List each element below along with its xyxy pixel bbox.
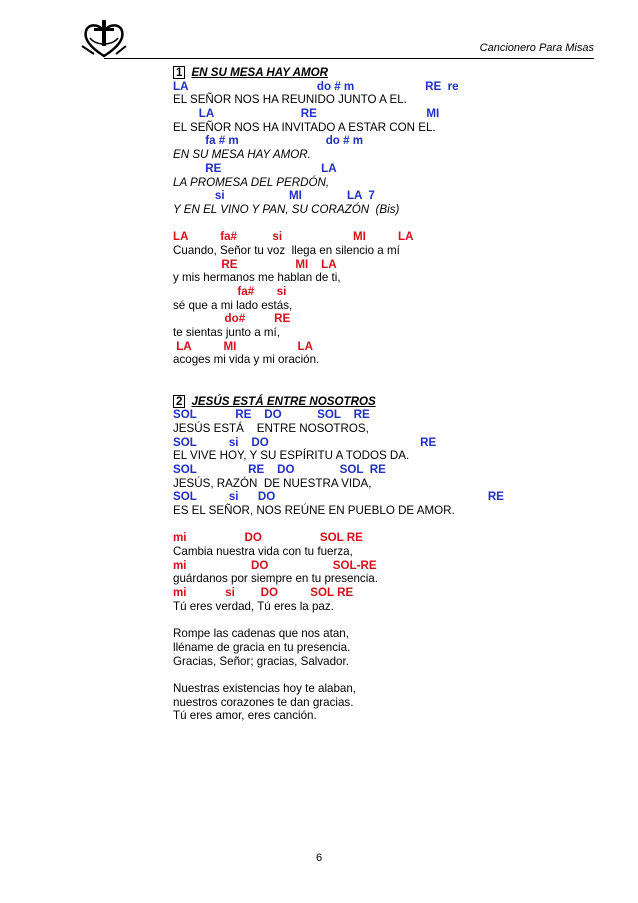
lyric-line: sé que a mi lado estás, [173, 298, 293, 312]
song-title: EN SU MESA HAY AMOR [191, 66, 329, 79]
lyric-line: Tú eres verdad, Tú eres la paz. [173, 599, 334, 613]
chord-line: do# RE [173, 312, 291, 326]
chord-line: RE LA [173, 161, 337, 175]
lyric-line: guárdanos por siempre en tu presencia. [173, 572, 378, 586]
song-1-heading [173, 66, 593, 80]
chord-line: mi DO SOL-RE [173, 558, 377, 572]
lyric-line: EL SEÑOR NOS HA REUNIDO JUNTO A EL. [173, 93, 407, 107]
lyric-line: EL SEÑOR NOS HA INVITADO A ESTAR CON EL. [173, 120, 436, 134]
chord-line: mi si DO SOL RE [173, 586, 354, 600]
lyric-line: ES EL SEÑOR, NOS REÚNE EN PUEBLO DE AMOR. [173, 504, 455, 517]
song-2-heading [173, 395, 593, 409]
chord-line: RE MI LA [173, 257, 337, 271]
lyric-line: Tú eres amor, eres canción. [173, 709, 317, 723]
chord-line: SOL RE DO SOL RE [173, 408, 370, 422]
chord-line: LA do # m RE re [173, 79, 459, 93]
header-title: Cancionero Para Misas [479, 42, 594, 54]
lyric-line: acoges mi vida y mi oración. [173, 353, 320, 367]
lyric-line: Cambia nuestra vida con tu fuerza, [173, 545, 353, 559]
lyric-line: LA PROMESA DEL PERDÓN, [173, 175, 330, 189]
lyric-line: Rompe las cadenas que nos atan, [173, 627, 349, 641]
chord-line: SOL si DO RE [173, 490, 504, 504]
chord-line: SOL RE DO SOL RE [173, 462, 386, 476]
lyric-line: lléname de gracia en tu presencia. [173, 640, 351, 654]
chord-line: fa# si [173, 285, 287, 298]
lyric-line: y mis hermanos me hablan de ti, [173, 271, 341, 285]
heart-cross-logo-icon [80, 16, 128, 60]
chord-line: LA MI LA [173, 339, 313, 353]
lyric-line: JESÚS, RAZÓN DE NUESTRA VIDA, [173, 476, 372, 490]
lyric-line: EN SU MESA HAY AMOR. [173, 148, 311, 162]
lyric-line: Gracias, Señor; gracias, Salvador. [173, 654, 349, 668]
chord-line: SOL si DO RE [173, 435, 437, 449]
lyric-line: te sientas junto a mí, [173, 326, 280, 340]
songbook-content [173, 66, 593, 723]
chord-line: LA RE MI [173, 107, 440, 121]
lyric-line: Y EN EL VINO Y PAN, SU CORAZÓN (Bis) [173, 202, 400, 216]
lyric-line: JESÚS ESTÁ ENTRE NOSOTROS, [173, 421, 369, 435]
chord-line: fa # m do # m [173, 134, 364, 148]
song-number: 2 [173, 395, 185, 408]
song-number: 1 [173, 66, 185, 79]
song-title: JESÚS ESTÁ ENTRE NOSOTROS [191, 394, 376, 408]
chord-line: LA fa# si MI LA [173, 230, 414, 244]
lyric-line: nuestros corazones te dan gracias. [173, 695, 354, 709]
header-divider [104, 58, 594, 59]
page-number: 6 [315, 852, 323, 864]
lyric-line: Nuestras existencias hoy te alaban, [173, 681, 357, 695]
chord-line: mi DO SOL RE [173, 531, 363, 545]
chord-line: si MI LA 7 [173, 189, 375, 203]
lyric-line: Cuando, Señor tu voz llega en silencio a mí [173, 243, 400, 257]
lyric-line: EL VIVE HOY, Y SU ESPÍRITU A TODOS DA. [173, 449, 410, 463]
